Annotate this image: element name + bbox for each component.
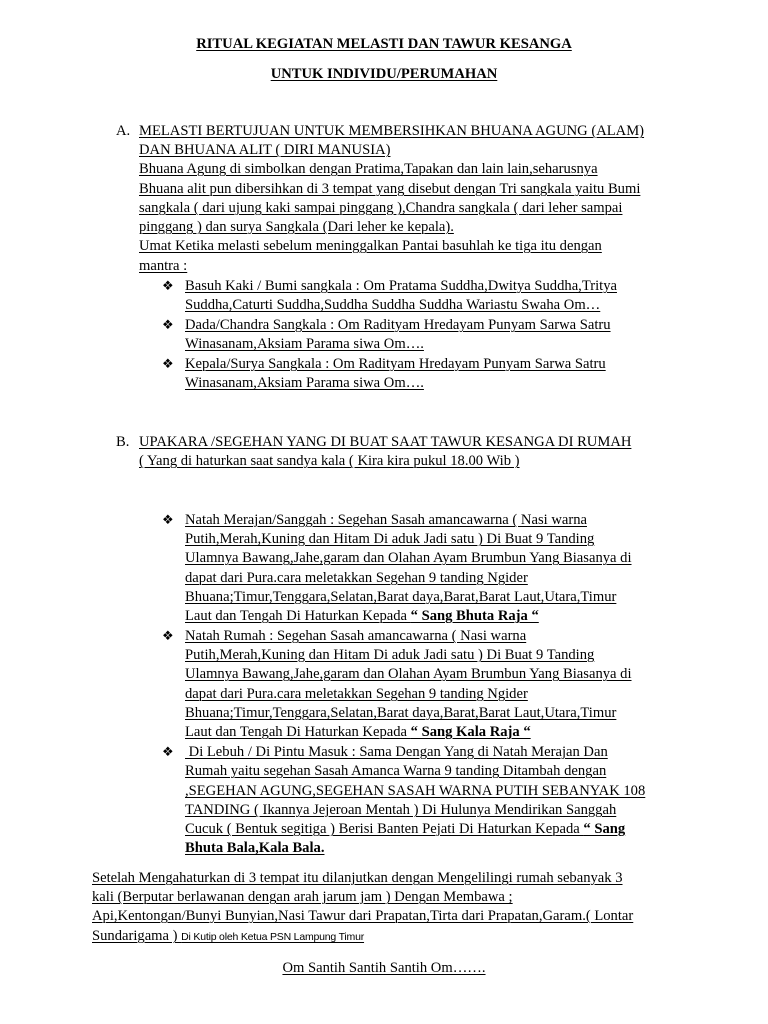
list-item-line: Putih,Merah,Kuning dan Hitam Di aduk Jadi satu ) Di Buat 9 Tanding bbox=[185, 531, 595, 547]
closing-text: Sundarigama ) bbox=[92, 928, 182, 944]
diamond-bullet-icon: ❖ bbox=[162, 279, 174, 294]
list-item-line bbox=[185, 839, 324, 858]
list-item-line: Suddha,Caturti Suddha,Suddha Suddha Suddha Wariastu Swaha Om… bbox=[185, 297, 601, 313]
deity-name: “ Sang Kala Raja “ bbox=[410, 724, 531, 740]
list-item-line: Di Lebuh / Di Pintu Masuk : Sama Dengan Yang di Natah Merajan Dan bbox=[185, 744, 608, 760]
diamond-bullet-icon: ❖ bbox=[162, 357, 174, 372]
list-item-line: Bhuana;Timur,Tenggara,Selatan,Barat daya,Barat,Barat Laut,Utara,Timur bbox=[185, 589, 617, 605]
list-item-line: Natah Rumah : Segehan Sasah amancawarna ( Nasi warna bbox=[185, 628, 527, 644]
list-item-line bbox=[185, 607, 539, 626]
closing-line: Api,Kentongan/Bunyi Bunyian,Nasi Tawur dari Prapatan,Tirta dari Prapatan,Garam.( Lontar bbox=[92, 908, 634, 924]
diamond-bullet-icon: ❖ bbox=[162, 318, 174, 333]
section-a-line: mantra : bbox=[139, 258, 188, 274]
section-a-line: Bhuana alit pun dibersihkan di 3 tempat yang disebut dengan Tri sangkala yaitu Bumi bbox=[139, 181, 641, 197]
document-title: RITUAL KEGIATAN MELASTI DAN TAWUR KESANGA bbox=[196, 36, 572, 52]
diamond-bullet-icon: ❖ bbox=[162, 513, 174, 528]
section-b-letter: B. bbox=[116, 434, 130, 450]
deity-name: “ Sang Bhuta Raja “ bbox=[410, 608, 539, 624]
list-item-line: dapat dari Pura.cara meletakkan Segehan 9 tanding Ngider bbox=[185, 686, 528, 702]
diamond-bullet-icon: ❖ bbox=[162, 745, 174, 760]
list-item-line: Winasanam,Aksiam Parama siwa Om…. bbox=[185, 375, 424, 391]
source-note: Di Kutip oleh Ketua PSN Lampung Timur bbox=[181, 931, 365, 943]
section-a-line: DAN BHUANA ALIT ( DIRI MANUSIA) bbox=[139, 142, 391, 158]
deity-name: “ Sang bbox=[583, 821, 626, 837]
closing-line: Setelah Mengahaturkan di 3 tempat itu dilanjutkan dengan Mengelilingi rumah sebanyak 3 bbox=[92, 870, 623, 886]
section-a-line: Bhuana Agung di simbolkan dengan Pratima,Tapakan dan lain lain,seharusnya bbox=[139, 161, 598, 177]
list-item-line: Putih,Merah,Kuning dan Hitam Di aduk Jadi satu ) Di Buat 9 Tanding bbox=[185, 647, 595, 663]
section-a-line: Umat Ketika melasti sebelum meninggalkan Pantai basuhlah ke tiga itu dengan bbox=[139, 238, 602, 254]
list-item-line: Rumah yaitu segehan Sasah Amanca Warna 9 tanding Ditambah dengan bbox=[185, 763, 607, 779]
list-item-text: Cucuk ( Bentuk segitiga ) Berisi Banten Pejati Di Haturkan Kepada bbox=[185, 821, 584, 837]
list-item-line: Ulamnya Bawang,Jahe,garam dan Olahan Ayam Brumbun Yang Biasanya di bbox=[185, 666, 632, 682]
deity-name: Bhuta Bala,Kala Bala. bbox=[185, 840, 325, 856]
closing-mantra: Om Santih Santih Santih Om……. bbox=[282, 960, 486, 976]
section-b-line: UPAKARA /SEGEHAN YANG DI BUAT SAAT TAWUR KESANGA DI RUMAH bbox=[139, 434, 632, 450]
closing-line bbox=[92, 927, 364, 947]
list-item-line bbox=[185, 723, 531, 742]
list-item-line: Basuh Kaki / Bumi sangkala : Om Pratama Suddha,Dwitya Suddha,Tritya bbox=[185, 278, 617, 294]
list-item-line: Kepala/Surya Sangkala : Om Radityam Hredayam Punyam Sarwa Satru bbox=[185, 356, 606, 372]
list-item-text: Laut dan Tengah Di Haturkan Kepada bbox=[185, 608, 411, 624]
list-item-line: TANDING ( Ikannya Jejeroan Mentah ) Di Hulunya Mendirikan Sanggah bbox=[185, 802, 617, 818]
list-item-line bbox=[185, 820, 625, 839]
list-item-text: Laut dan Tengah Di Haturkan Kepada bbox=[185, 724, 411, 740]
closing-line: kali (Berputar berlawanan dengan arah jarum jam ) Dengan Membawa ; bbox=[92, 889, 513, 905]
section-a-line: sangkala ( dari ujung kaki sampai pinggang ),Chandra sangkala ( dari leher sampai bbox=[139, 200, 623, 216]
list-item-line: Winasanam,Aksiam Parama siwa Om…. bbox=[185, 336, 424, 352]
section-a-line: pinggang ) dan surya Sangkala (Dari leher ke kepala). bbox=[139, 219, 454, 235]
document-subtitle: UNTUK INDIVIDU/PERUMAHAN bbox=[270, 66, 498, 82]
section-b-line: ( Yang di haturkan saat sandya kala ( Kira kira pukul 18.00 Wib ) bbox=[139, 453, 520, 469]
list-item-line: Dada/Chandra Sangkala : Om Radityam Hredayam Punyam Sarwa Satru bbox=[185, 317, 611, 333]
list-item-line: dapat dari Pura.cara meletakkan Segehan 9 tanding Ngider bbox=[185, 570, 528, 586]
list-item-line: ,SEGEHAN AGUNG,SEGEHAN SASAH WARNA PUTIH SEBANYAK 108 bbox=[185, 783, 646, 799]
list-item-line: Ulamnya Bawang,Jahe,garam dan Olahan Ayam Brumbun Yang Biasanya di bbox=[185, 550, 632, 566]
list-item-line: Bhuana;Timur,Tenggara,Selatan,Barat daya,Barat,Barat Laut,Utara,Timur bbox=[185, 705, 617, 721]
diamond-bullet-icon: ❖ bbox=[162, 629, 174, 644]
list-item-line: Natah Merajan/Sanggah : Segehan Sasah amancawarna ( Nasi warna bbox=[185, 512, 587, 528]
section-a-letter: A. bbox=[116, 123, 131, 139]
section-a-line: MELASTI BERTUJUAN UNTUK MEMBERSIHKAN BHUANA AGUNG (ALAM) bbox=[139, 123, 645, 139]
